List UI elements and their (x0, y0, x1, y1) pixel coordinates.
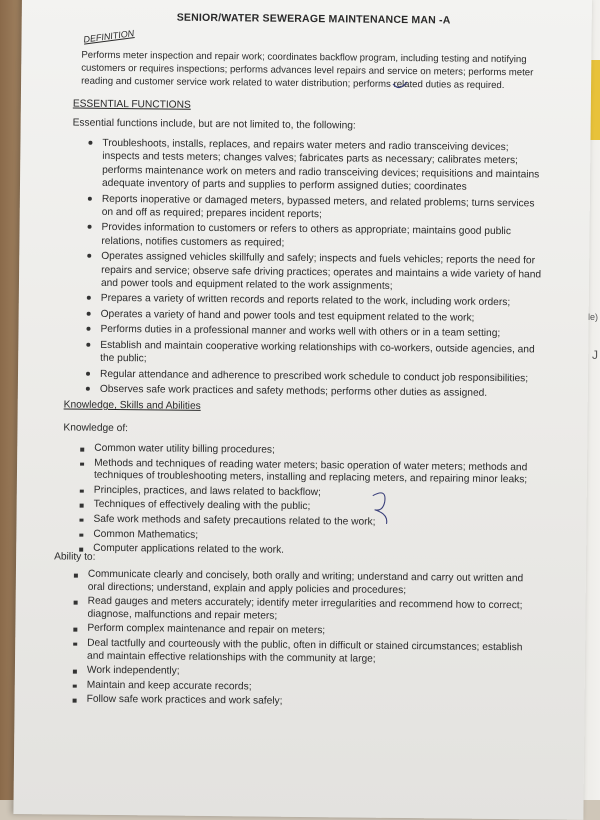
list-item: Troubleshoots, installs, replaces, and repairs water meters and radio transceiving devices; inspects and tests meters; changes valves; fabricates parts as necessary; calibrates meters; performs maintenance work on meters and radio transceiving devices; requisitions and maintains adequate inventory of parts and supplies to perform assigned duties; coordinates (102, 137, 545, 195)
document-page (13, 0, 592, 820)
list-item: Operates a variety of hand and power tools and test equipment related to the work; (101, 308, 543, 326)
pen-scribble-icon (366, 490, 406, 530)
list-item: Techniques of effectively dealing with the public; (94, 499, 542, 516)
essential-functions-heading: ESSENTIAL FUNCTIONS (72, 98, 191, 111)
ksa-heading: Knowledge, Skills and Abilities (63, 399, 201, 412)
ability-label: Ability to: (54, 551, 96, 563)
list-item: Read gauges and meters accurately; identify meter irregularities and recommend how to correct; diagnose, malfunctions and repair meters; (87, 596, 542, 626)
list-item: Observes safe work practices and safety methods; performs other duties as assigned. (100, 383, 542, 401)
list-item: Follow safe work practices and work safely; (87, 694, 542, 711)
essential-functions-intro: Essential functions include, but are not limited to, the following: (72, 117, 356, 132)
list-item: Reports inoperative or damaged meters, bypassed meters, and related problems; turns services on and off as required; prepares incident reports; (102, 192, 544, 223)
list-item: Perform complex maintenance and repair on meters; (87, 623, 542, 640)
list-item: Methods and techniques of reading water meters; basic operation of water meters; methods and techniques of troubleshooting meters, installing and replacing meters, and repairing minor leaks; (94, 457, 542, 487)
list-item: Work independently; (87, 665, 542, 682)
edge-text-fragment: le) (587, 312, 598, 322)
list-item: Deal tactfully and courteously with the public, often in difficult or stained circumstances; establish and maintain effective relationships with the community at large; (87, 638, 542, 668)
list-item: Principles, practices, and laws related to backflow; (94, 485, 542, 502)
knowledge-list (93, 443, 542, 562)
definition-text: Performs meter inspection and repair work; coordinates backflow program, including testing and notifying customers or requires inspections; performs advances level repairs and service on meters; performs meter reading and customer service work related to water distribution; performs related duties as required. (81, 49, 534, 92)
list-item: Common water utility billing procedures; (94, 443, 542, 460)
knowledge-label: Knowledge of: (63, 422, 129, 435)
list-item: Common Mathematics; (93, 528, 541, 545)
document-title: SENIOR/WATER SEWERAGE MAINTENANCE MAN -A (176, 11, 451, 27)
list-item: Computer applications related to the work. (93, 543, 541, 560)
definition-heading: DEFINITION (82, 28, 135, 45)
list-item: Prepares a variety of written records and reports related to the work, including work orders; (101, 292, 543, 310)
list-item: Regular attendance and adherence to prescribed work schedule to conduct job responsibilities; (100, 367, 542, 385)
edge-text-fragment: J (592, 348, 598, 362)
ability-list (87, 569, 543, 714)
list-item: Communicate clearly and concisely, both orally and writing; understand and carry out written and oral directions; understand, explain and apply policies and procedures; (88, 569, 543, 599)
pen-mark-icon (391, 80, 411, 94)
list-item: Safe work methods and safety precautions related to the work; (93, 514, 541, 531)
list-item: Performs duties in a professional manner and works well with others or in a team setting; (100, 323, 542, 341)
list-item: Maintain and keep accurate records; (87, 679, 542, 696)
list-item: Operates assigned vehicles skillfully and safely; inspects and fuels vehicles; reports the need for repairs and service; observe safe driving practices; operates and maintains a wide variety of hand and power tools and equipment related to the work assignments; (101, 250, 543, 295)
essential-functions-list (100, 137, 545, 403)
list-item: Establish and maintain cooperative working relationships with co-workers, outside agencies, and the public; (100, 339, 542, 370)
list-item: Provides information to customers or refers to others as appropriate; maintains good public relations, notifies customers as required; (101, 221, 543, 252)
